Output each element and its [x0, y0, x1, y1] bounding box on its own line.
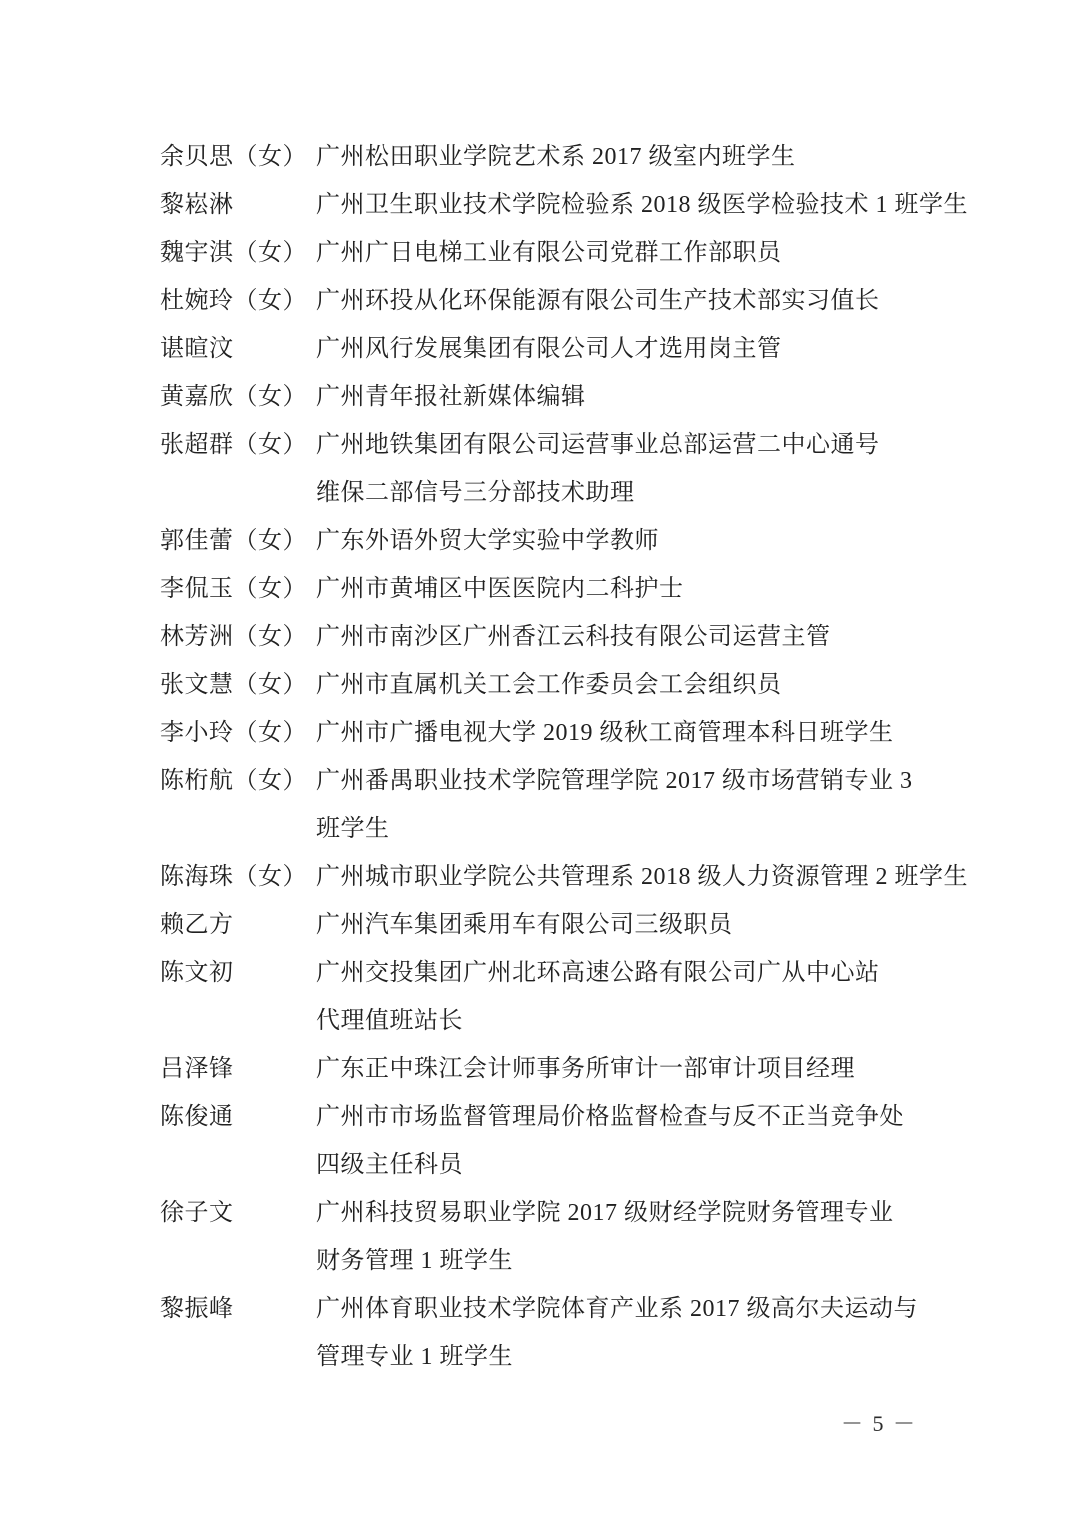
gender-marker: （女）	[233, 432, 307, 458]
person-name-cell	[160, 373, 316, 421]
list-item	[160, 613, 950, 661]
person-name: 张文慧	[160, 672, 234, 698]
person-name-cell	[160, 325, 316, 373]
person-name-cell	[160, 181, 316, 229]
person-affiliation	[316, 565, 950, 613]
person-name-cell	[160, 709, 316, 757]
page-number	[841, 1406, 917, 1442]
affiliation-line: 广州市直属机关工会工作委员会工会组织员	[316, 672, 782, 698]
person-affiliation	[316, 421, 950, 517]
list-item	[160, 757, 950, 853]
affiliation-line: 代理值班站长	[316, 1008, 463, 1034]
affiliation-line: 班学生	[316, 816, 390, 842]
affiliation-line: 广州地铁集团有限公司运营事业总部运营二中心通号	[316, 432, 880, 458]
person-affiliation	[316, 1093, 950, 1189]
affiliation-line: 广州市南沙区广州香江云科技有限公司运营主管	[316, 624, 831, 650]
list-item	[160, 901, 950, 949]
list-item	[160, 325, 950, 373]
affiliation-line: 广州番禺职业技术学院管理学院 2017 级市场营销专业 3	[316, 768, 913, 794]
person-name: 余贝思	[160, 144, 234, 170]
list-item	[160, 565, 950, 613]
affiliation-line: 广州市黄埔区中医医院内二科护士	[316, 576, 684, 602]
list-item	[160, 949, 950, 1045]
gender-marker: （女）	[233, 144, 307, 170]
gender-marker: （女）	[233, 240, 307, 266]
person-name: 陈海珠	[160, 864, 234, 890]
list-item	[160, 1285, 950, 1381]
person-name-cell	[160, 1093, 316, 1141]
person-name-cell	[160, 1189, 316, 1237]
gender-marker: （女）	[233, 384, 307, 410]
person-name: 黄嘉欣	[160, 384, 234, 410]
person-name: 魏宇淇	[160, 240, 234, 266]
person-name-cell	[160, 757, 316, 805]
affiliation-line: 广州环投从化环保能源有限公司生产技术部实习值长	[316, 288, 880, 314]
page-number-text: － 5 －	[840, 1411, 917, 1436]
person-name: 陈俊通	[160, 1104, 234, 1130]
person-name: 黎振峰	[160, 1296, 234, 1322]
list-item	[160, 517, 950, 565]
list-item	[160, 373, 950, 421]
affiliation-line: 维保二部信号三分部技术助理	[316, 480, 635, 506]
affiliation-line: 广州松田职业学院艺术系 2017 级室内班学生	[316, 144, 796, 170]
person-name: 徐子文	[160, 1200, 234, 1226]
list-item	[160, 133, 950, 181]
affiliation-line: 广州交投集团广州北环高速公路有限公司广从中心站	[316, 960, 880, 986]
person-name: 林芳洲	[160, 624, 234, 650]
list-item	[160, 1093, 950, 1189]
affiliation-line: 广东外语外贸大学实验中学教师	[316, 528, 659, 554]
person-affiliation	[316, 709, 950, 757]
list-item	[160, 181, 968, 229]
person-name: 郭佳蕾	[160, 528, 234, 554]
list-item	[160, 229, 950, 277]
list-item	[160, 421, 950, 517]
person-affiliation	[316, 517, 950, 565]
person-name: 李小玲	[160, 720, 234, 746]
gender-marker: （女）	[233, 576, 307, 602]
affiliation-line: 广州汽车集团乘用车有限公司三级职员	[316, 912, 733, 938]
person-name: 杜婉玲	[160, 288, 234, 314]
person-name-cell	[160, 613, 316, 661]
affiliation-line: 广州城市职业学院公共管理系 2018 级人力资源管理 2 班学生	[316, 864, 968, 890]
gender-marker: （女）	[233, 528, 307, 554]
person-affiliation	[316, 1045, 950, 1093]
person-affiliation	[316, 853, 968, 901]
person-affiliation	[316, 1285, 950, 1381]
person-affiliation	[316, 181, 968, 229]
person-name: 吕泽锋	[160, 1056, 234, 1082]
affiliation-line: 广东正中珠江会计师事务所审计一部审计项目经理	[316, 1056, 855, 1082]
person-affiliation	[316, 229, 950, 277]
affiliation-line: 广州风行发展集团有限公司人才选用岗主管	[316, 336, 782, 362]
list-item	[160, 661, 950, 709]
person-name-cell	[160, 661, 316, 709]
person-name: 谌暄汶	[160, 336, 234, 362]
person-name: 黎崧淋	[160, 192, 234, 218]
person-name: 赖乙方	[160, 912, 234, 938]
person-name-cell	[160, 901, 316, 949]
affiliation-line: 广州青年报社新媒体编辑	[316, 384, 586, 410]
person-affiliation	[316, 901, 950, 949]
person-name-cell	[160, 229, 316, 277]
person-name-cell	[160, 277, 316, 325]
affiliation-line: 广州体育职业技术学院体育产业系 2017 级高尔夫运动与	[316, 1296, 918, 1322]
list-item	[160, 277, 950, 325]
person-name-cell	[160, 421, 316, 469]
affiliation-line: 广州市广播电视大学 2019 级秋工商管理本科日班学生	[316, 720, 894, 746]
gender-marker: （女）	[233, 288, 307, 314]
gender-marker: （女）	[233, 864, 307, 890]
person-name: 李侃玉	[160, 576, 234, 602]
person-affiliation	[316, 661, 950, 709]
list-item	[160, 1045, 950, 1093]
person-affiliation	[316, 133, 950, 181]
list-item	[160, 709, 950, 757]
person-affiliation	[316, 325, 950, 373]
list-item	[160, 853, 968, 901]
gender-marker: （女）	[233, 624, 307, 650]
person-affiliation	[316, 757, 950, 853]
person-name-cell	[160, 1045, 316, 1093]
person-affiliation	[316, 373, 950, 421]
affiliation-line: 广州广日电梯工业有限公司党群工作部职员	[316, 240, 782, 266]
gender-marker: （女）	[233, 768, 307, 794]
list-item	[160, 1189, 950, 1285]
affiliation-line: 四级主任科员	[316, 1152, 463, 1178]
person-name-cell	[160, 949, 316, 997]
person-affiliation	[316, 277, 950, 325]
person-name-cell	[160, 517, 316, 565]
affiliation-line: 财务管理 1 班学生	[316, 1248, 513, 1274]
affiliation-line: 广州市市场监督管理局价格监督检查与反不正当竞争处	[316, 1104, 904, 1130]
person-affiliation	[316, 1189, 950, 1285]
person-name: 陈文初	[160, 960, 234, 986]
affiliation-line: 广州科技贸易职业学院 2017 级财经学院财务管理专业	[316, 1200, 894, 1226]
person-name-cell	[160, 565, 316, 613]
person-name-cell	[160, 1285, 316, 1333]
person-name: 陈桁航	[160, 768, 234, 794]
person-name: 张超群	[160, 432, 234, 458]
person-name-cell	[160, 133, 316, 181]
person-name-cell	[160, 853, 316, 901]
gender-marker: （女）	[233, 720, 307, 746]
person-affiliation	[316, 613, 950, 661]
affiliation-line: 广州卫生职业技术学院检验系 2018 级医学检验技术 1 班学生	[316, 192, 968, 218]
award-list	[160, 133, 968, 1381]
gender-marker: （女）	[233, 672, 307, 698]
person-affiliation	[316, 949, 950, 1045]
affiliation-line: 管理专业 1 班学生	[316, 1344, 513, 1370]
